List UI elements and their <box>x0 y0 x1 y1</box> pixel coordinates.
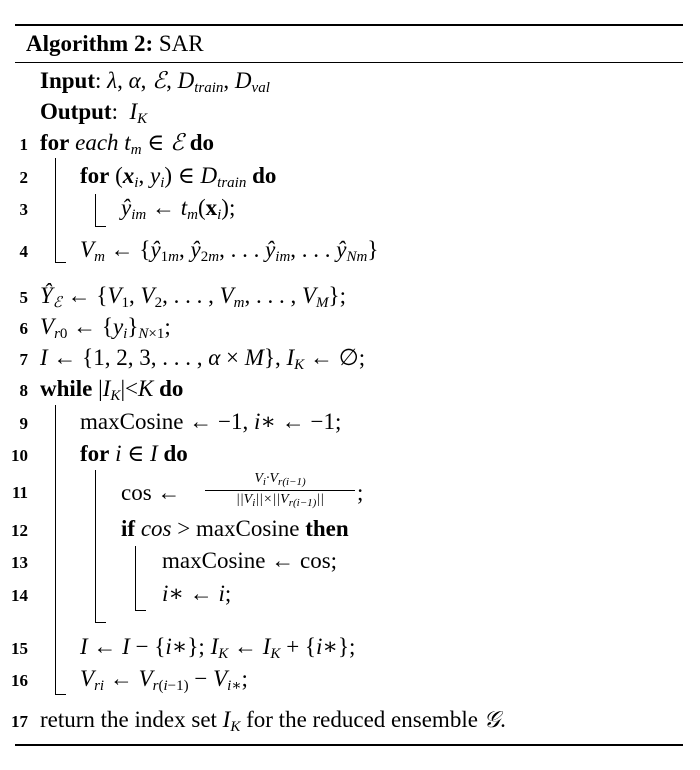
top-rule <box>15 24 683 26</box>
bottom-rule <box>15 744 683 746</box>
block-bar-for-train <box>95 194 96 226</box>
line-number: 11 <box>11 483 28 502</box>
block-end-while <box>55 694 66 695</box>
algorithm-line-12: if cos > maxCosine then <box>121 516 349 541</box>
cosine-denominator: $||V_i||\times||V_{r(i-1)}||$ <box>235 492 324 509</box>
block-bar-for-each <box>55 158 56 262</box>
title-rule <box>15 62 683 63</box>
algorithm-title <box>26 30 204 58</box>
line-number: 1 <box>19 135 28 154</box>
algorithm-line-2: for ($x_i$, $y_i$) ∈ $D_{train}$ do <box>80 163 277 191</box>
block-end-for-each <box>55 262 66 263</box>
algorithm-title-prefix: Algorithm 2: <box>26 31 154 56</box>
algorithm-line-17: return the index set $I_K$ for the reduced ensemble 𝒢. <box>40 707 506 735</box>
line-number: 9 <box>19 414 28 433</box>
algorithm-line-8: while $|I_K|<K$ do <box>40 376 184 404</box>
output-label: Output <box>40 99 112 124</box>
algorithm-title-name: SAR <box>158 31 204 56</box>
algorithm-line-11-lhs: cos ← <box>121 480 181 505</box>
line-number: 6 <box>19 319 28 338</box>
line-number: 8 <box>19 381 28 400</box>
cosine-numerator: $V_i\cdot V_{r(i-1)}$ <box>254 471 306 488</box>
algorithm-line-10: for i ∈ I do <box>80 441 188 466</box>
line-number: 12 <box>11 521 28 540</box>
algorithm-line-13: maxCosine ← cos; <box>162 548 338 573</box>
algorithm-line-15: I ← I − {i∗}; $I_K$ ← $I_K$ + {i∗}; <box>80 634 356 662</box>
line-number: 15 <box>11 639 28 658</box>
line-number: 13 <box>11 553 28 572</box>
line-number: 17 <box>11 712 28 731</box>
block-end-if <box>135 610 146 611</box>
output-line: Output: $I_K$ <box>40 99 148 127</box>
input-line: Input: λ, α, ℰ, $D_{train}$, $D_{val}$ <box>40 68 270 96</box>
line-number: 2 <box>19 168 28 187</box>
algorithm-line-4: $V_m$ ← {$ŷ_{1m}$, $ŷ_{2m}$, . . . $ŷ_{im}$, . . . $ŷ_{Nm}$} <box>80 237 379 265</box>
cosine-fraction-bar <box>205 490 355 491</box>
algorithm-line-5: $Ŷ_ℰ$ ← {$V_1$, $V_2$, . . . , $V_m$, . . . , $V_M$}; <box>40 283 346 311</box>
line-number: 4 <box>19 242 28 261</box>
algorithm-line-1: for each $t_m$ ∈ ℰ do <box>40 130 215 158</box>
block-end-for-i <box>95 622 106 623</box>
line-number: 10 <box>11 446 28 465</box>
algorithm-line-3: $ŷ_{im}$ ← $t_m(x_i)$; <box>121 195 236 223</box>
line-number: 7 <box>19 350 28 369</box>
algorithm-line-9: maxCosine ← −1, i∗ ← −1; <box>80 409 342 434</box>
algorithm-line-14: i∗ ← i; <box>162 581 232 606</box>
line-number: 5 <box>19 288 28 307</box>
block-end-for-train <box>95 226 106 227</box>
line-number: 3 <box>19 200 28 219</box>
block-bar-for-i <box>95 470 96 622</box>
line-number: 14 <box>11 586 28 605</box>
block-bar-while <box>55 405 56 694</box>
block-bar-if <box>135 546 136 610</box>
algorithm-line-16: $V_{ri}$ ← $V_{r(i-1)} - V_{i∗}$; <box>80 666 248 694</box>
input-label: Input <box>40 68 95 93</box>
algorithm-line-11-end: ; <box>357 480 364 505</box>
algorithm-line-6: $V_{r0}$ ← $\{y_i\}_{N\times 1}$; <box>40 314 171 342</box>
line-number: 16 <box>11 671 28 690</box>
algorithm-line-7: I ← {1, 2, 3, . . . , α × M}, $I_K$ ← ∅; <box>40 345 366 373</box>
